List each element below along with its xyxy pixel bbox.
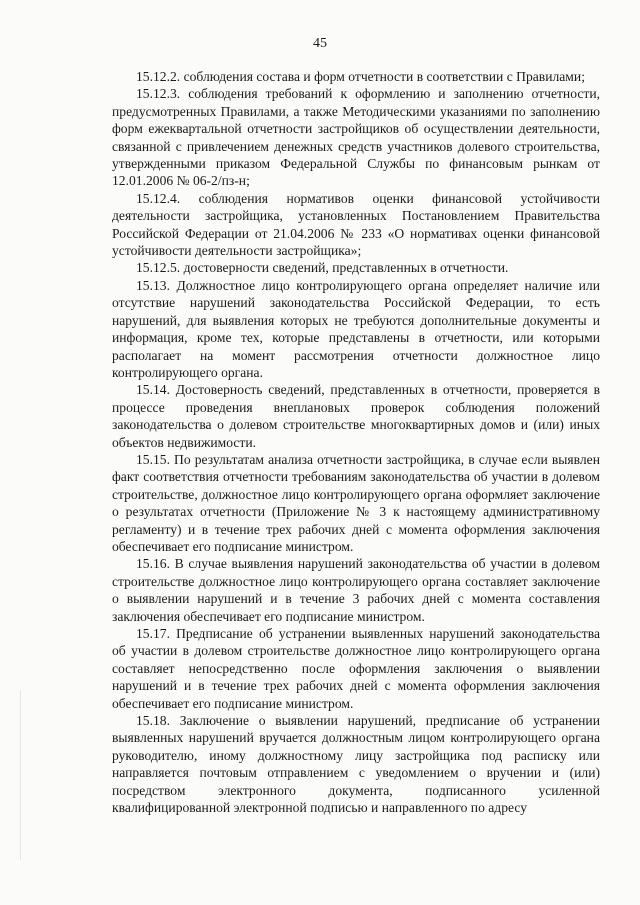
paragraph-15-17: 15.17. Предписание об устранении выявленных нарушений законодательства об участии в долевом строительстве должностное лицо контролирующего органа составляет непосредственно после оформления заключения о выявлении нарушений и в течение трех рабочих дней с момента оформления заключения обеспечивает его подписание министром. <box>112 626 600 711</box>
paragraph-15-18: 15.18. Заключение о выявлении нарушений, предписание об устранении выявленных нарушений вручается должностным лицом контролирующего органа руководителю, иному должностному лицу застройщика под расписку или направляется почтовым отправлением с уведомлением о вручении и (или) посредством электронного документа, подписанного усиленной квалифицированной электронной подписью и направленного по адресу <box>112 713 600 816</box>
paragraph-15-12-2: 15.12.2. соблюдения состава и форм отчетности в соответствии с Правилами; <box>136 69 585 84</box>
scan-margin-mark <box>20 690 21 860</box>
paragraph-15-12-3: 15.12.3. соблюдения требований к оформлению и заполнению отчетности, предусмотренных Правилами, а также Методическими указаниями по заполнению форм ежеквартальной отчетности застройщиков об осуществлении деятельности, связанной с привлечением денежных средств участников долевого строительства, утвержденными приказом Федеральной Службы по финансовым рынкам от 12.01.2006 № 06-2/пз-н; <box>112 86 600 189</box>
paragraph-15-16: 15.16. В случае выявления нарушений законодательства об участии в долевом строительстве должностное лицо контролирующего органа составляет заключение о выявлении нарушений и в течение 3 рабочих дней с момента составления заключения обеспечивает его подписание министром. <box>112 556 600 624</box>
paragraph-15-13: 15.13. Должностное лицо контролирующего органа определяет наличие или отсутствие нарушений законодательства Российской Федерации, то есть нарушений, для выявления которых не требуются дополнительные документы и информация, кроме тех, которые представлены в отчетности, или которыми располагает на момент рассмотрения отчетности должностное лицо контролирующего органа. <box>112 277 600 380</box>
paragraph-15-12-5: 15.12.5. достоверности сведений, представленных в отчетности. <box>136 260 509 276</box>
paragraph-15-12-4: 15.12.4. соблюдения нормативов оценки финансовой устойчивости деятельности застройщика, установленных Постановлением Правительства Российской Федерации от 21.04.2006 № 233 «О нормативах оценки финансовой устойчивости деятельности застройщика»; <box>112 190 600 259</box>
paragraph-15-15: 15.15. По результатам анализа отчетности застройщика, в случае если выявлен факт соответствия отчетности требованиям законодательства об участии в долевом строительстве, должностное лицо контролирующего органа оформляет заключение о результатах отчетности (Приложение № 3 к настоящему административному регламенту) и в течение трех рабочих дней с момента оформления заключения обеспечивает его подписание министром. <box>112 451 600 554</box>
page-number: 45 <box>313 36 327 51</box>
paragraph-15-14: 15.14. Достоверность сведений, представленных в отчетности, проверяется в процессе проведения внеплановых проверок соблюдения положений законодательства о долевом строительстве многоквартирных домов и (или) иных объектов недвижимости. <box>112 382 600 450</box>
document-body <box>112 68 600 816</box>
